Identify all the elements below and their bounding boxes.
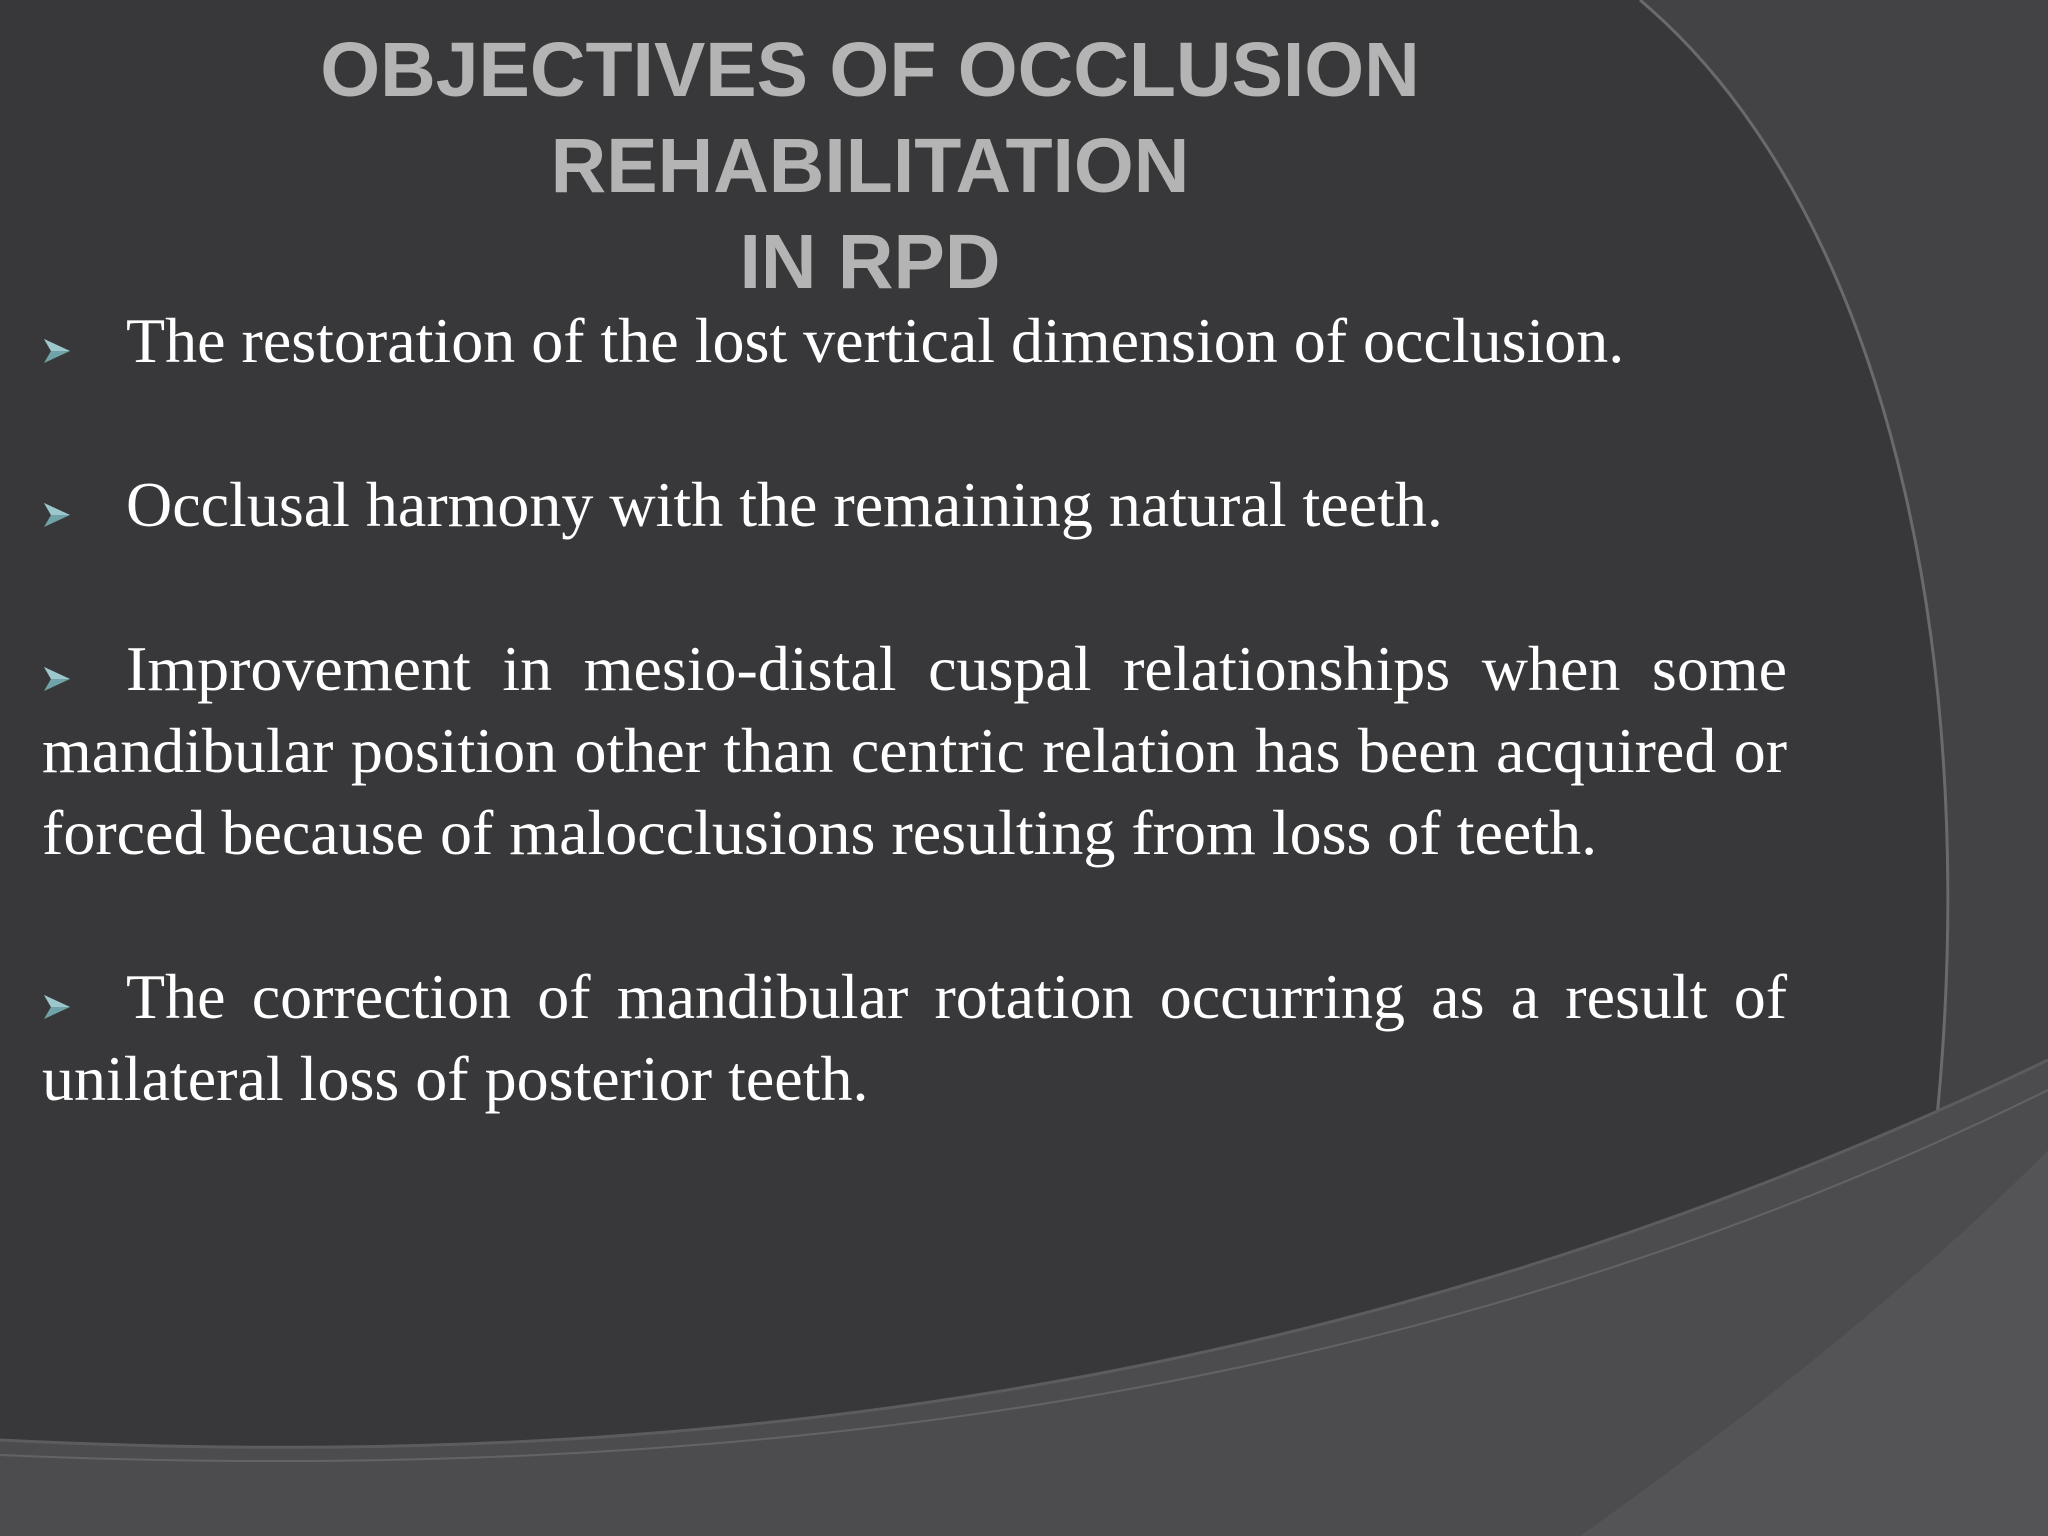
bullet-text: Improvement in mesio-distal cuspal relationships when some mandibular position other than centric relation has been acquired or forced because of malocclusions resulting from loss of teeth.: [42, 633, 1787, 868]
title-line-1: OBJECTIVES OF OCCLUSION: [320, 27, 1420, 113]
arrowhead-bullet-icon: [42, 464, 126, 546]
bullet-list: [42, 300, 1787, 1120]
title-line-3: IN RPD: [739, 219, 1001, 305]
spacer: [42, 382, 1787, 464]
spacer: [42, 874, 1787, 956]
bullet-item-2: [42, 464, 1787, 546]
arrowhead-bullet-icon: [42, 628, 126, 710]
bullet-item-1: [42, 300, 1787, 382]
arrowhead-bullet-icon: [42, 956, 126, 1038]
spacer: [42, 546, 1787, 628]
bullet-item-4: [42, 956, 1787, 1120]
arrowhead-bullet-icon: [42, 300, 126, 382]
bullet-text: The restoration of the lost vertical dimension of occlusion.: [126, 305, 1625, 376]
bullet-text: Occlusal harmony with the remaining natural teeth.: [126, 469, 1443, 540]
bullet-item-3: [42, 628, 1787, 874]
bullet-text: The correction of mandibular rotation occurring as a result of unilateral loss of posterior teeth.: [42, 961, 1787, 1114]
title-line-2: REHABILITATION: [550, 123, 1190, 209]
slide-title: [160, 22, 1580, 310]
